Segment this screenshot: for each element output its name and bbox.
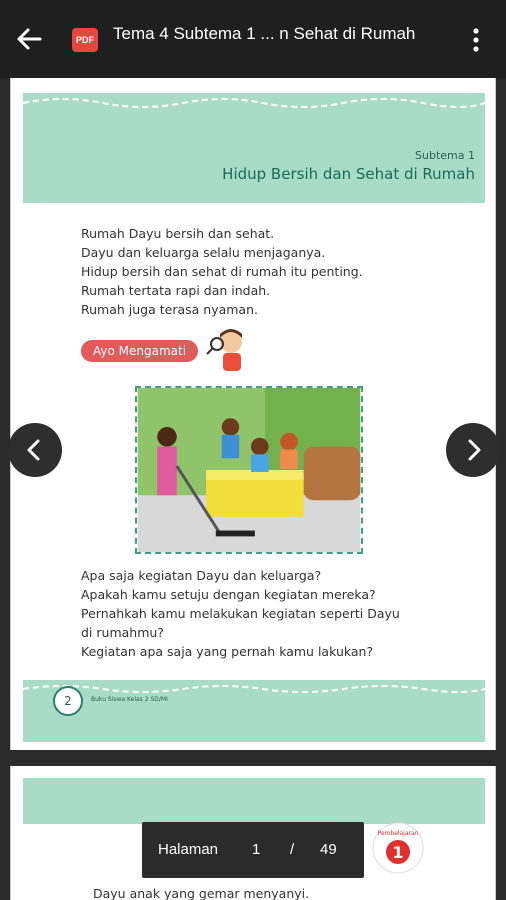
chevron-right-icon — [446, 423, 500, 477]
back-button[interactable] — [14, 22, 44, 56]
question-list — [81, 566, 431, 661]
question-item: Apa saja kegiatan Dayu dan keluarga? — [81, 568, 322, 583]
subtema-label: Subtema 1 — [415, 149, 475, 162]
family-cleaning-illustration — [135, 386, 363, 554]
pembelajaran-badge — [372, 822, 424, 874]
pdf-file-icon: PDF — [72, 28, 98, 52]
arrow-left-icon — [14, 22, 44, 56]
document-title: Tema 4 Subtema 1 ... n Sehat di Rumah — [113, 24, 416, 43]
pdf-page-1 — [10, 78, 496, 750]
book-footer-text: Buku Siswa Kelas 2 SD/MI — [91, 696, 168, 703]
page-footer-banner — [23, 680, 485, 742]
page-indicator — [142, 822, 364, 878]
pembelajaran-number: 1 — [392, 843, 404, 862]
app-bar — [0, 0, 506, 78]
page2-text-line: Dayu anak yang gemar menyanyi. — [93, 886, 310, 900]
question-item: di rumahmu? — [81, 625, 164, 640]
paragraph-line: Rumah tertata rapi dan indah. — [81, 283, 271, 298]
page-indicator-label: Halaman — [158, 841, 219, 858]
question-item: Apakah kamu setuju dengan kegiatan mereka? — [81, 587, 376, 602]
magnifier-boy-illustration — [201, 324, 251, 374]
subtema-title: Hidup Bersih dan Sehat di Rumah — [222, 165, 475, 183]
page-number: 2 — [53, 686, 83, 716]
total-page-count: 49 — [320, 841, 337, 858]
page-header-banner — [23, 778, 485, 824]
section-badge: Ayo Mengamati — [81, 340, 198, 362]
question-item: Kegiatan apa saja yang pernah kamu lakukan? — [81, 644, 374, 659]
question-item: Pernahkah kamu melakukan kegiatan seperti Dayu — [81, 606, 400, 621]
header-stitch-decoration — [23, 93, 485, 111]
paragraph-line: Dayu dan keluarga selalu menjaganya. — [81, 245, 326, 260]
previous-page-button[interactable] — [8, 423, 62, 477]
page-header-banner — [23, 93, 485, 203]
chevron-left-icon — [8, 423, 62, 477]
paragraph-line: Rumah Dayu bersih dan sehat. — [81, 226, 275, 241]
more-options-button[interactable] — [466, 26, 486, 54]
current-page-number[interactable]: 1 — [252, 841, 261, 858]
page-separator: / — [290, 841, 295, 858]
next-page-button[interactable] — [446, 423, 500, 477]
intro-paragraph — [81, 224, 441, 319]
pembelajaran-label: Pembelajaran — [377, 830, 419, 837]
paragraph-line: Rumah juga terasa nyaman. — [81, 302, 258, 317]
footer-stitch-decoration — [23, 681, 485, 695]
more-vertical-icon — [466, 26, 486, 54]
paragraph-line: Hidup bersih dan sehat di rumah itu penting. — [81, 264, 363, 279]
